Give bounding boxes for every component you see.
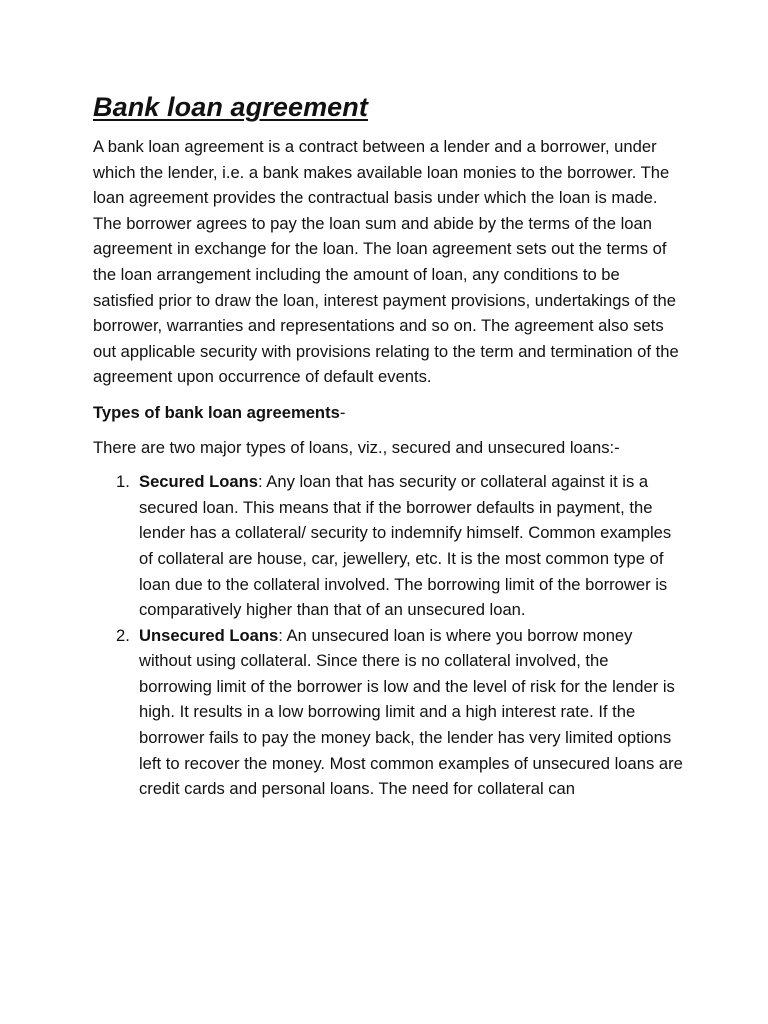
list-item-secured-loans — [93, 469, 683, 623]
document-page — [93, 88, 683, 802]
loan-types-list — [93, 469, 683, 802]
list-item-number: 2. — [116, 625, 130, 645]
list-item-term: Secured Loans — [139, 472, 258, 492]
list-item-term: Unsecured Loans — [139, 625, 279, 645]
types-heading-text: Types of bank loan agreements — [93, 402, 340, 422]
list-item-number: 1. — [116, 472, 130, 492]
types-heading-suffix: - — [339, 402, 346, 422]
list-item-unsecured-loans — [93, 623, 683, 802]
intro-paragraph: A bank loan agreement is a contract between a lender and a borrower, under which the lender, i.e. a bank makes available loan monies to the borrower. The loan agreement provides the contractual basis under which the loan is made. The borrower agrees to pay the loan sum and abide by the terms of the loan agreement in exchange for the loan. The loan agreement sets out the terms of the loan arrangement including the amount of loan, any conditions to be satisfied prior to draw the loan, interest payment provisions, undertakings of the borrower, warranties and representations and so on. The agreement also sets out applicable security with provisions relating to the term and termination of the agreement upon occurrence of default events. — [93, 137, 679, 387]
list-item-description: : Any loan that has security or collateral against it is a secured loan. This means that if the borrower defaults in payment, the lender has a collateral/ security to indemnify himself. Common examples of collateral are house, car, jewellery, etc. It is the most common type of loan due to the collateral involved. The borrowing limit of the borrower is comparatively higher than that of an unsecured loan. — [139, 472, 672, 620]
types-intro-paragraph: There are two major types of loans, viz., secured and unsecured loans:- — [93, 437, 620, 457]
document-title: Bank loan agreement — [93, 92, 368, 122]
list-item-description: : An unsecured loan is where you borrow money without using collateral. Since there is no collateral involved, the borrowing limit of the borrower is low and the level of risk for the lender is high. It results in a low borrowing limit and a high interest rate. If the borrower fails to pay the money back, the lender has very limited options left to recover the money. Most common examples of unsecured loans are credit cards and personal loans. The need for collateral can — [139, 625, 683, 799]
types-heading — [93, 400, 683, 426]
